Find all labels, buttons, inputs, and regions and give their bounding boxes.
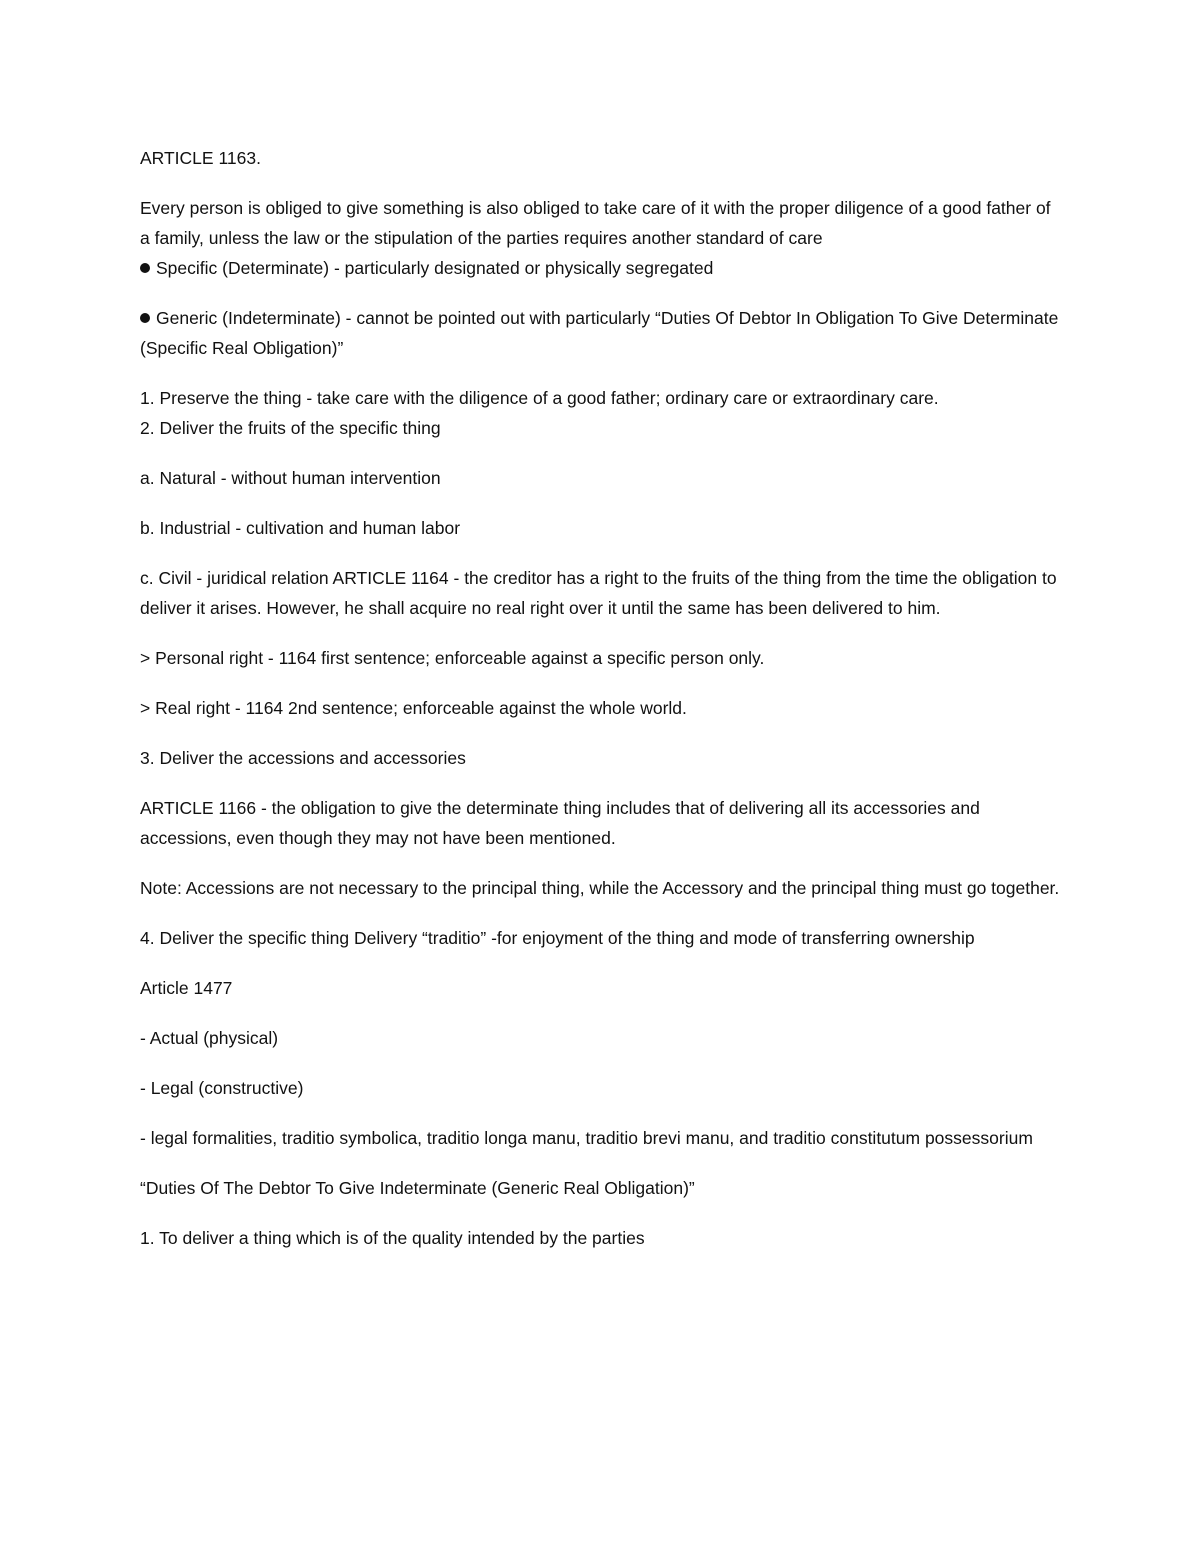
actual-delivery: - Actual (physical) — [140, 1028, 279, 1048]
bullet-generic — [140, 303, 1065, 363]
duties-generic-heading: “Duties Of The Debtor To Give Indeterminate (Generic Real Obligation)” — [140, 1178, 695, 1198]
article-heading: ARTICLE 1163. — [140, 148, 261, 168]
list-item-b: b. Industrial - cultivation and human labor — [140, 518, 461, 538]
bullet-icon — [140, 313, 150, 323]
intro-paragraph: Every person is obliged to give something is also obliged to take care of it with the proper diligence of a good father of a family, unless the law or the stipulation of the parties requires another standard of care — [140, 198, 1051, 248]
article-1166: ARTICLE 1166 - the obligation to give the determinate thing includes that of delivering all its accessories and accessions, even though they may not have been mentioned. — [140, 798, 980, 848]
bullet-icon — [140, 263, 150, 273]
list-item-2: 2. Deliver the fruits of the specific thing — [140, 418, 441, 438]
list-item-4: 4. Deliver the specific thing Delivery “traditio” -for enjoyment of the thing and mode of transferring ownership — [140, 928, 975, 948]
list-item-3: 3. Deliver the accessions and accessories — [140, 748, 466, 768]
article-1477: Article 1477 — [140, 978, 233, 998]
bullet-generic-text: Generic (Indeterminate) - cannot be pointed out with particularly “Duties Of Debtor In Obligation To Give Determinate (Specific Real Obligation)” — [140, 308, 1059, 358]
bullet-specific — [140, 253, 1065, 283]
list-item-c: c. Civil - juridical relation ARTICLE 1164 - the creditor has a right to the fruits of the thing from the time the obligation to deliver it arises. However, he shall acquire no real right over it until the same has been delivered to him. — [140, 568, 1057, 618]
document-body — [140, 143, 1065, 1273]
bullet-specific-text: Specific (Determinate) - particularly designated or physically segregated — [156, 258, 714, 278]
note-paragraph: Note: Accessions are not necessary to the principal thing, while the Accessory and the principal thing must go together. — [140, 878, 1060, 898]
list-item-a: a. Natural - without human intervention — [140, 468, 441, 488]
real-right: > Real right - 1164 2nd sentence; enforceable against the whole world. — [140, 698, 687, 718]
legal-formalities: - legal formalities, traditio symbolica, traditio longa manu, traditio brevi manu, and traditio constitutum possessorium — [140, 1128, 1033, 1148]
list-item-1: 1. Preserve the thing - take care with the diligence of a good father; ordinary care or extraordinary care. — [140, 388, 939, 408]
legal-delivery: - Legal (constructive) — [140, 1078, 304, 1098]
personal-right: > Personal right - 1164 first sentence; enforceable against a specific person only. — [140, 648, 765, 668]
generic-list-item-1: 1. To deliver a thing which is of the quality intended by the parties — [140, 1228, 645, 1248]
